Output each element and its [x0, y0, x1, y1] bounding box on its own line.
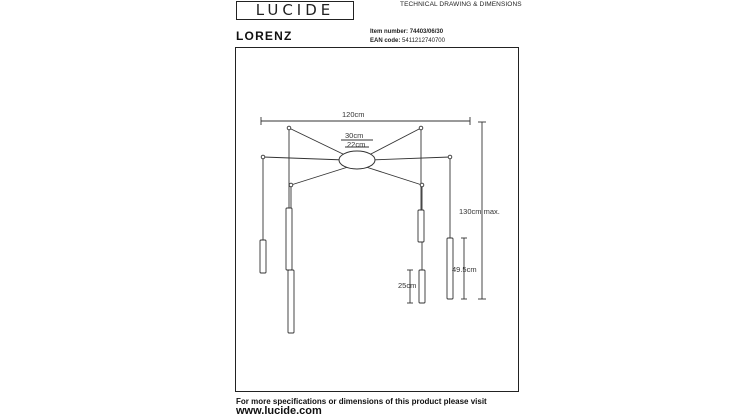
footer-note: For more specifications or dimensions of this product please visit	[236, 397, 487, 406]
height-max-label: 130cm max.	[459, 207, 500, 216]
arm-line	[366, 167, 422, 185]
anchor-point	[289, 183, 293, 187]
ean-label: EAN code:	[370, 38, 401, 44]
anchor-point	[420, 183, 424, 187]
width-dimension-label: 120cm	[342, 110, 365, 119]
anchor-point	[448, 155, 452, 159]
anchor-point	[261, 155, 265, 159]
arm-line	[289, 128, 345, 155]
arm-line	[369, 157, 450, 160]
canopy-outer-label: 30cm	[345, 131, 364, 140]
long-pendant-label: 49.5cm	[452, 265, 477, 274]
pendant-tube	[286, 208, 292, 270]
item-number-row	[370, 28, 445, 37]
item-number-label: Item number:	[370, 29, 409, 35]
item-number-value: 74403/06/30	[409, 29, 444, 35]
ean-value: 5411212740700	[402, 38, 445, 44]
pendant-tube	[260, 240, 266, 273]
anchor-point	[419, 126, 423, 130]
product-name: LORENZ	[236, 29, 293, 43]
arm-line	[263, 157, 345, 160]
ceiling-canopy	[339, 151, 375, 169]
canopy-inner-label: 22cm	[347, 140, 366, 149]
technical-drawing	[235, 47, 519, 392]
pendant-tube	[288, 270, 294, 333]
brand-name: LUCIDE	[255, 1, 335, 19]
pendant-tube	[418, 210, 424, 242]
ean-row	[370, 37, 445, 46]
item-info	[370, 28, 445, 46]
short-pendant-label: 25cm	[398, 281, 417, 290]
document-subtitle: TECHNICAL DRAWING & DIMENSIONS	[400, 1, 522, 8]
brand-logo	[236, 1, 354, 20]
anchor-point	[287, 126, 291, 130]
arm-line	[369, 128, 421, 155]
footer-url[interactable]: www.lucide.com	[236, 405, 322, 417]
arm-line	[291, 167, 348, 185]
pendant-tube	[419, 270, 425, 303]
